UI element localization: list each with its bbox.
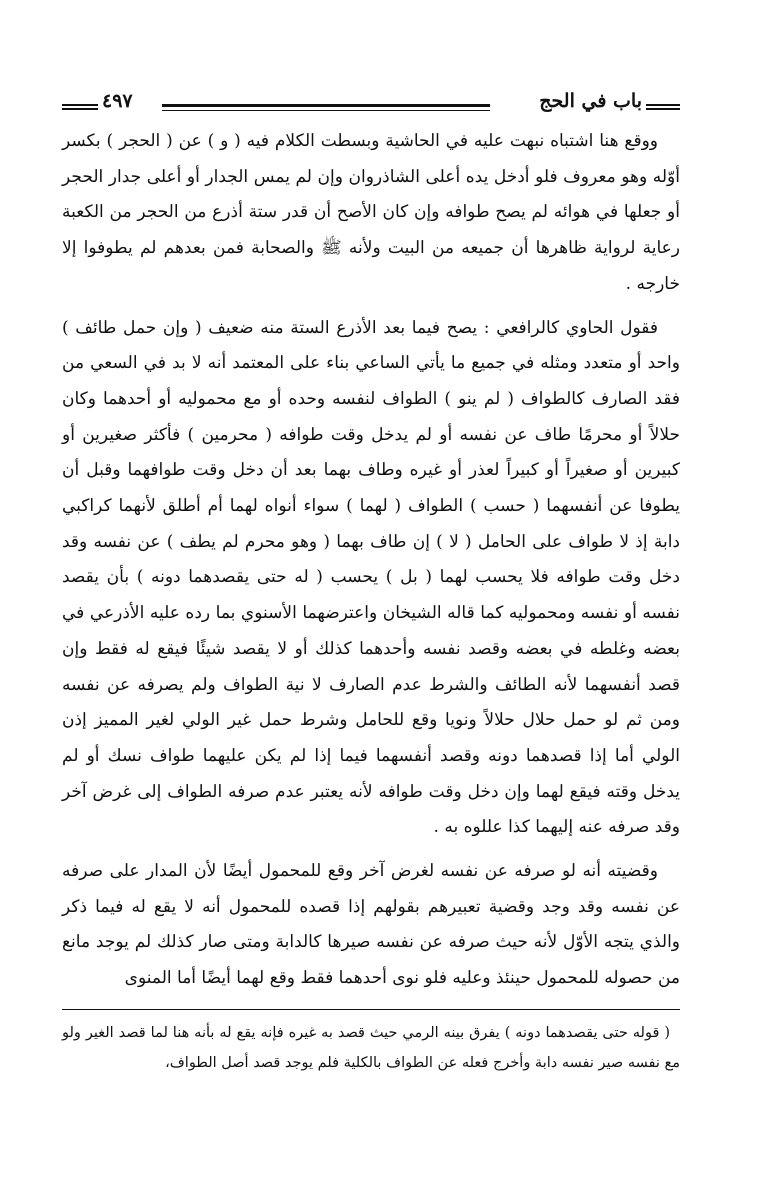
main-text <box>62 124 680 997</box>
running-head <box>62 84 680 124</box>
header-rule-right <box>646 104 680 110</box>
paragraph: ووقع هنا اشتباه نبهت عليه في الحاشية وبسطت الكلام فيه ( و ) عن ( الحجر ) بكسر أوّله وهو معروف فلو أدخل يده أعلى الشاذروان وإن لم يمس الجدار أو أعلى جدار الحجر أو جعلها في هوائه لم يصح طوافه وإن كان الأصح أن قدر ستة أذرع من الحجر من الكعبة رعاية لرواية ظاهرها أن جميعه من البيت ولأنه ﷺ والصحابة فمن بعدهم لم يطوفوا إلا خارجه . <box>62 131 680 294</box>
paragraph: فقول الحاوي كالرافعي : يصح فيما بعد الأذرع الستة منه ضعيف ( وإن حمل طائف ) واحد أو متعدد ومثله في جميع ما يأتي الساعي بناء على المعتمد أنه لا بد في السعي من فقد الصارف كالطواف ( لم ينو ) الطواف لنفسه وحده أو مع محموليه أو أحدهما وكان حلالاً أو محرمًا طاف عن نفسه أو لم يدخل وقت طوافه ( محرمين ) فأكثر صغيرين أو كبيرين أو صغيراً أو كبيراً لعذر أو غيره وطاف بهما بعد أن دخل وقت طوافهما وقبل أن يطوفا عن أنفسهما ( حسب ) الطواف ( لهما ) سواء أنواه لهما أم أطلق لأنهما كراكبي دابة إذ لا طواف على الحامل ( لا ) إن طاف بهما ( وهو محرم لم يطف ) عن نفسه وقد دخل وقت طوافه فلا يحسب لهما ( بل ) يحسب ( له حتى يقصدهما دونه ) بأن يقصد نفسه أو نفسه ومحموليه كما قاله الشيخان واعترضهما الأسنوي بما رده عليه الأذرعي في بعضه وغلطه في بعضه وقصد نفسه وأحدهما كذلك أو لا يقصد شيئًا فيقع له فقط وإن قصد أنفسهما لأنه الطائف والشرط عدم الصارف لا نية الطواف ولم يصرفه عن نفسه ومن ثم لو حمل حلال حلالاً ونويا وقع للحامل وشرط حمل غير الولي لغير المميز إذن الولي أما إذا قصدهما دونه وقصد أنفسهما فيما إذا لم يكن عليهما طواف نسك أو لم يدخل وقته فيقع لهما وإن دخل وقت طوافه لأنه يعتبر عدم صرفه الطواف إلى غرض آخر وقد صرفه عنه إليهما كذا عللوه به . <box>62 317 680 838</box>
page-number: ٤٩٧ <box>102 90 133 112</box>
chapter-title: باب في الحج <box>539 90 642 112</box>
paragraph: وقضيته أنه لو صرفه عن نفسه لغرض آخر وقع للمحمول أيضًا لأن المدار على صرفه عن نفسه وقد وجد وقضية تعبيرهم بقولهم إذا قصده للمحمول أنه لا يقع له فيما ذكر والذي يتجه الأوّل لأنه حيث صرفه عن نفسه صيرها كالدابة ومتى صار كذلك لم يوجد مانع من حصوله للمحمول حينئذ وعليه فلو نوى أحدهما فقط وقع لهما أيضًا أما المنوى <box>62 861 680 989</box>
page <box>62 84 680 1124</box>
header-rule-middle <box>162 104 490 111</box>
header-rule-left <box>62 104 98 110</box>
footnote-divider <box>62 1009 680 1010</box>
footnote: ( قوله حتى يقصدهما دونه ) يفرق بينه الرمي حيث قصد به غيره فإنه يقع له بأنه هنا لما قصد الغير ولو مع نفسه صير نفسه دابة وأخرج فعله عن الطواف بالكلية فلم يوجد قصد أصل الطواف، <box>62 1024 680 1071</box>
